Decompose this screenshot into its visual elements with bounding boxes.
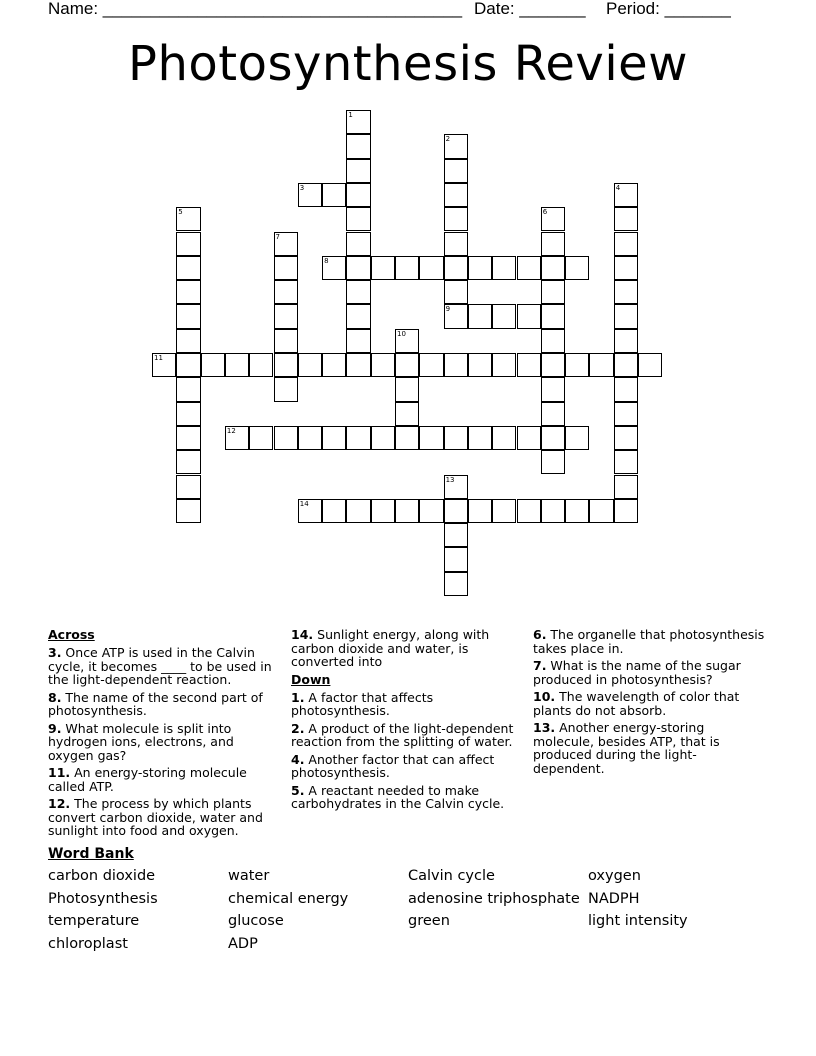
crossword-cell[interactable]: [346, 110, 370, 134]
clue-number-label: 11.: [48, 765, 71, 780]
crossword-cell[interactable]: [468, 304, 492, 328]
period-field[interactable]: Period: _______: [606, 0, 731, 18]
crossword-cell[interactable]: [444, 207, 468, 231]
crossword-cell[interactable]: [614, 207, 638, 231]
crossword-cell[interactable]: [614, 232, 638, 256]
clue-number-label: 13.: [533, 720, 556, 735]
crossword-cell[interactable]: [176, 329, 200, 353]
down-clue: [291, 722, 517, 749]
down-heading: Down: [291, 671, 331, 687]
across-clue: [48, 766, 274, 793]
crossword-cell[interactable]: [541, 450, 565, 474]
crossword-cell[interactable]: [517, 499, 541, 523]
crossword-cell[interactable]: [322, 353, 346, 377]
clue-number: 14: [299, 499, 309, 508]
clues-column-3: [533, 628, 765, 779]
clue-number-label: 4.: [291, 751, 305, 767]
crossword-cell[interactable]: [614, 280, 638, 304]
crossword-cell[interactable]: [517, 304, 541, 328]
crossword-cell[interactable]: [274, 304, 298, 328]
across-heading: Across: [48, 627, 95, 642]
clue-number: 8: [324, 256, 329, 265]
crossword-cell[interactable]: [346, 426, 370, 450]
crossword-cell[interactable]: [444, 256, 468, 280]
crossword-cell[interactable]: [346, 134, 370, 158]
word-bank-word: chemical energy: [228, 890, 349, 907]
crossword-cell[interactable]: [614, 256, 638, 280]
crossword-cell[interactable]: [638, 353, 662, 377]
clue-number: 12: [226, 426, 236, 435]
clue-text: What is the name of the sugar produced in photosynthesis?: [533, 658, 741, 687]
crossword-cell[interactable]: [541, 329, 565, 353]
crossword-cell[interactable]: [419, 426, 443, 450]
crossword-cell[interactable]: [444, 183, 468, 207]
word-bank: [48, 846, 788, 953]
crossword-cell[interactable]: [468, 256, 492, 280]
crossword-cell[interactable]: [541, 377, 565, 401]
crossword-cell[interactable]: [249, 353, 273, 377]
clue-number: 2: [445, 135, 451, 144]
across-clue: [48, 797, 274, 838]
word-bank-word: water: [228, 868, 270, 884]
crossword-cell[interactable]: [444, 523, 468, 547]
crossword-cell[interactable]: [419, 499, 443, 523]
word-bank-word: NADPH: [588, 890, 640, 907]
clue-number-label: 3.: [48, 645, 62, 660]
crossword-cell[interactable]: [322, 426, 346, 450]
crossword-cell[interactable]: [614, 377, 638, 401]
word-bank-word: temperature: [48, 913, 140, 930]
crossword-cell[interactable]: [346, 353, 370, 377]
clue-number: 10: [397, 329, 406, 338]
clue-text: The process by which plants convert carbon dioxide, water and sunlight into food and oxygen.: [48, 796, 263, 838]
crossword-cell[interactable]: [371, 256, 395, 280]
crossword-cell[interactable]: [322, 183, 346, 207]
crossword-cell[interactable]: [614, 329, 638, 353]
crossword-cell[interactable]: [274, 256, 298, 280]
clue-number: 3: [299, 183, 305, 192]
crossword-cell[interactable]: [176, 402, 200, 426]
crossword-cell[interactable]: [492, 353, 516, 377]
crossword-cell[interactable]: [492, 426, 516, 450]
crossword-cell[interactable]: [274, 353, 298, 377]
crossword-cell[interactable]: [541, 232, 565, 256]
crossword-cell[interactable]: [444, 159, 468, 183]
clue-number-label: 8.: [48, 689, 62, 705]
clue-number: 1: [348, 111, 353, 119]
crossword-cell[interactable]: [541, 304, 565, 328]
across-clue: [48, 722, 274, 763]
clue-number: 9: [445, 305, 451, 314]
crossword-cell[interactable]: [444, 304, 468, 328]
word-bank-word: adenosine triphosphate: [408, 890, 580, 907]
clue-number: 11: [154, 354, 163, 362]
clue-number: 7: [275, 232, 280, 241]
crossword-cell[interactable]: [346, 232, 370, 256]
word-bank-word: Calvin cycle: [408, 868, 495, 884]
word-bank-word: ADP: [228, 936, 258, 953]
crossword-cell[interactable]: [152, 353, 176, 377]
crossword-cell[interactable]: [395, 499, 419, 523]
crossword-cell[interactable]: [395, 256, 419, 280]
crossword-cell[interactable]: [176, 475, 200, 499]
word-bank-word: green: [408, 913, 450, 930]
word-bank-word: glucose: [228, 913, 284, 930]
crossword-cell[interactable]: [346, 183, 370, 207]
clue-number-label: 6.: [533, 627, 547, 642]
crossword-cell[interactable]: [614, 304, 638, 328]
crossword-cell[interactable]: [444, 134, 468, 158]
crossword-cell[interactable]: [176, 450, 200, 474]
crossword-cell[interactable]: [225, 426, 249, 450]
clue-number-label: 12.: [48, 796, 71, 811]
crossword-cell[interactable]: [176, 353, 200, 377]
crossword-cell[interactable]: [274, 280, 298, 304]
clue-text: A factor that affects photosynthesis.: [291, 689, 434, 718]
crossword-cell[interactable]: [492, 256, 516, 280]
crossword-cell[interactable]: [346, 499, 370, 523]
crossword-cell[interactable]: [322, 256, 346, 280]
clue-number-label: 10.: [533, 689, 556, 704]
crossword-cell[interactable]: [565, 256, 589, 280]
crossword-cell[interactable]: [541, 499, 565, 523]
word-bank-word: carbon dioxide: [48, 868, 156, 884]
crossword-cell[interactable]: [444, 280, 468, 304]
crossword-cell[interactable]: [589, 499, 613, 523]
clue-text: An energy-storing molecule called ATP.: [48, 765, 247, 794]
crossword-cell[interactable]: [201, 353, 225, 377]
crossword-cell[interactable]: [541, 256, 565, 280]
crossword-cell[interactable]: [176, 377, 200, 401]
crossword-cell[interactable]: [565, 499, 589, 523]
clue-number-label: 5.: [291, 782, 305, 798]
clues-column-1: [48, 628, 274, 842]
clue-text: Sunlight energy, along with carbon dioxide and water, is converted into: [291, 627, 490, 669]
crossword-cell[interactable]: [322, 499, 346, 523]
down-clue: [533, 659, 765, 686]
crossword-cell[interactable]: [395, 377, 419, 401]
crossword-cell[interactable]: [444, 547, 468, 571]
crossword-cell[interactable]: [517, 426, 541, 450]
down-clue: [533, 628, 765, 655]
crossword-cell[interactable]: [468, 426, 492, 450]
crossword-cell[interactable]: [541, 353, 565, 377]
crossword-cell[interactable]: [176, 207, 200, 231]
word-bank-word: chloroplast: [48, 936, 128, 953]
crossword-cell[interactable]: [176, 426, 200, 450]
clue-number-label: 9.: [48, 720, 62, 736]
crossword-cell[interactable]: [614, 426, 638, 450]
crossword-cell[interactable]: [541, 280, 565, 304]
crossword-cell[interactable]: [225, 353, 249, 377]
crossword-cell[interactable]: [565, 353, 589, 377]
crossword-cell[interactable]: [176, 499, 200, 523]
crossword-cell[interactable]: [395, 402, 419, 426]
word-bank-title: Word Bank: [48, 846, 134, 862]
crossword-cell[interactable]: [517, 256, 541, 280]
word-bank-word: oxygen: [588, 868, 641, 884]
crossword-cell[interactable]: [517, 353, 541, 377]
across-clue: [291, 628, 517, 669]
crossword-cell[interactable]: [298, 353, 322, 377]
crossword-cell[interactable]: [614, 499, 638, 523]
crossword-cell[interactable]: [492, 304, 516, 328]
down-clue: [291, 753, 517, 780]
crossword-cell[interactable]: [346, 256, 370, 280]
down-clue: [533, 690, 765, 717]
name-field[interactable]: Name: ______________________________________: [48, 0, 463, 18]
crossword-cell[interactable]: [371, 426, 395, 450]
clue-number-label: 1.: [291, 689, 305, 705]
crossword-cell[interactable]: [614, 183, 638, 207]
crossword-cell[interactable]: [444, 353, 468, 377]
crossword-cell[interactable]: [176, 232, 200, 256]
across-clue: [48, 646, 274, 687]
crossword-cell[interactable]: [346, 329, 370, 353]
clue-text: What molecule is split into hydrogen ions, electrons, and oxygen gas?: [48, 720, 234, 763]
clue-number-label: 2.: [291, 720, 305, 736]
crossword-cell[interactable]: [395, 329, 419, 353]
crossword-cell[interactable]: [249, 426, 273, 450]
clue-number-label: 7.: [533, 658, 547, 673]
crossword-cell[interactable]: [614, 402, 638, 426]
crossword-cell[interactable]: [346, 159, 370, 183]
crossword-cell[interactable]: [492, 499, 516, 523]
word-bank-word: Photosynthesis: [48, 890, 158, 907]
crossword-cell[interactable]: [614, 353, 638, 377]
down-clue: [291, 691, 517, 718]
crossword-cell[interactable]: [176, 280, 200, 304]
clue-text: Another energy-storing molecule, besides ATP, that is produced during the light-dependent.: [533, 720, 720, 776]
clues-column-2: [291, 628, 517, 815]
crossword-cell[interactable]: [614, 450, 638, 474]
crossword-cell[interactable]: [444, 499, 468, 523]
crossword-cell[interactable]: [419, 256, 443, 280]
crossword-cell[interactable]: [176, 304, 200, 328]
crossword-cell[interactable]: [444, 572, 468, 596]
clue-text: The organelle that photosynthesis takes place in.: [533, 627, 765, 656]
clue-number: 13: [445, 475, 455, 484]
crossword-cell[interactable]: [589, 353, 613, 377]
crossword-cell[interactable]: [274, 232, 298, 256]
crossword-cell[interactable]: [298, 183, 322, 207]
clue-number: 5: [178, 208, 183, 217]
crossword-cell[interactable]: [298, 426, 322, 450]
across-clue: [48, 691, 274, 718]
page-title: Photosynthesis Review: [128, 36, 688, 92]
crossword-cell[interactable]: [541, 402, 565, 426]
crossword-cell[interactable]: [176, 256, 200, 280]
crossword-cell[interactable]: [346, 304, 370, 328]
crossword-cell[interactable]: [419, 353, 443, 377]
clue-text: A product of the light-dependent reaction from the splitting of water.: [291, 720, 514, 749]
crossword-cell[interactable]: [468, 353, 492, 377]
clue-text: The name of the second part of photosynthesis.: [48, 689, 263, 718]
down-clue: [291, 784, 517, 811]
crossword-cell[interactable]: [541, 426, 565, 450]
crossword-cell[interactable]: [444, 232, 468, 256]
date-field[interactable]: Date: _______: [474, 0, 586, 18]
crossword-cell[interactable]: [614, 475, 638, 499]
crossword-cell[interactable]: [274, 426, 298, 450]
word-bank-word: light intensity: [588, 913, 688, 930]
crossword-cell[interactable]: [346, 280, 370, 304]
crossword-cell[interactable]: [395, 353, 419, 377]
crossword-cell[interactable]: [444, 475, 468, 499]
crossword-cell[interactable]: [444, 426, 468, 450]
crossword-cell[interactable]: [346, 207, 370, 231]
crossword-cell[interactable]: [468, 499, 492, 523]
crossword-cell[interactable]: [371, 499, 395, 523]
down-clue: [533, 721, 765, 775]
clue-text: Another factor that can affect photosynthesis.: [291, 751, 495, 780]
clue-text: The wavelength of color that plants do not absorb.: [533, 689, 740, 718]
crossword-cell[interactable]: [541, 207, 565, 231]
clue-text: A reactant needed to make carbohydrates in the Calvin cycle.: [291, 782, 505, 811]
clue-number: 4: [615, 183, 621, 192]
clue-number: 6: [542, 208, 548, 217]
crossword-cell[interactable]: [565, 426, 589, 450]
crossword-cell[interactable]: [274, 377, 298, 401]
crossword-cell[interactable]: [371, 353, 395, 377]
clue-text: Once ATP is used in the Calvin cycle, it becomes ____ to be used in the light-dependent reaction.: [48, 645, 272, 687]
crossword-cell[interactable]: [395, 426, 419, 450]
crossword-cell[interactable]: [274, 329, 298, 353]
crossword-cell[interactable]: [298, 499, 322, 523]
clue-number-label: 14.: [291, 627, 314, 642]
